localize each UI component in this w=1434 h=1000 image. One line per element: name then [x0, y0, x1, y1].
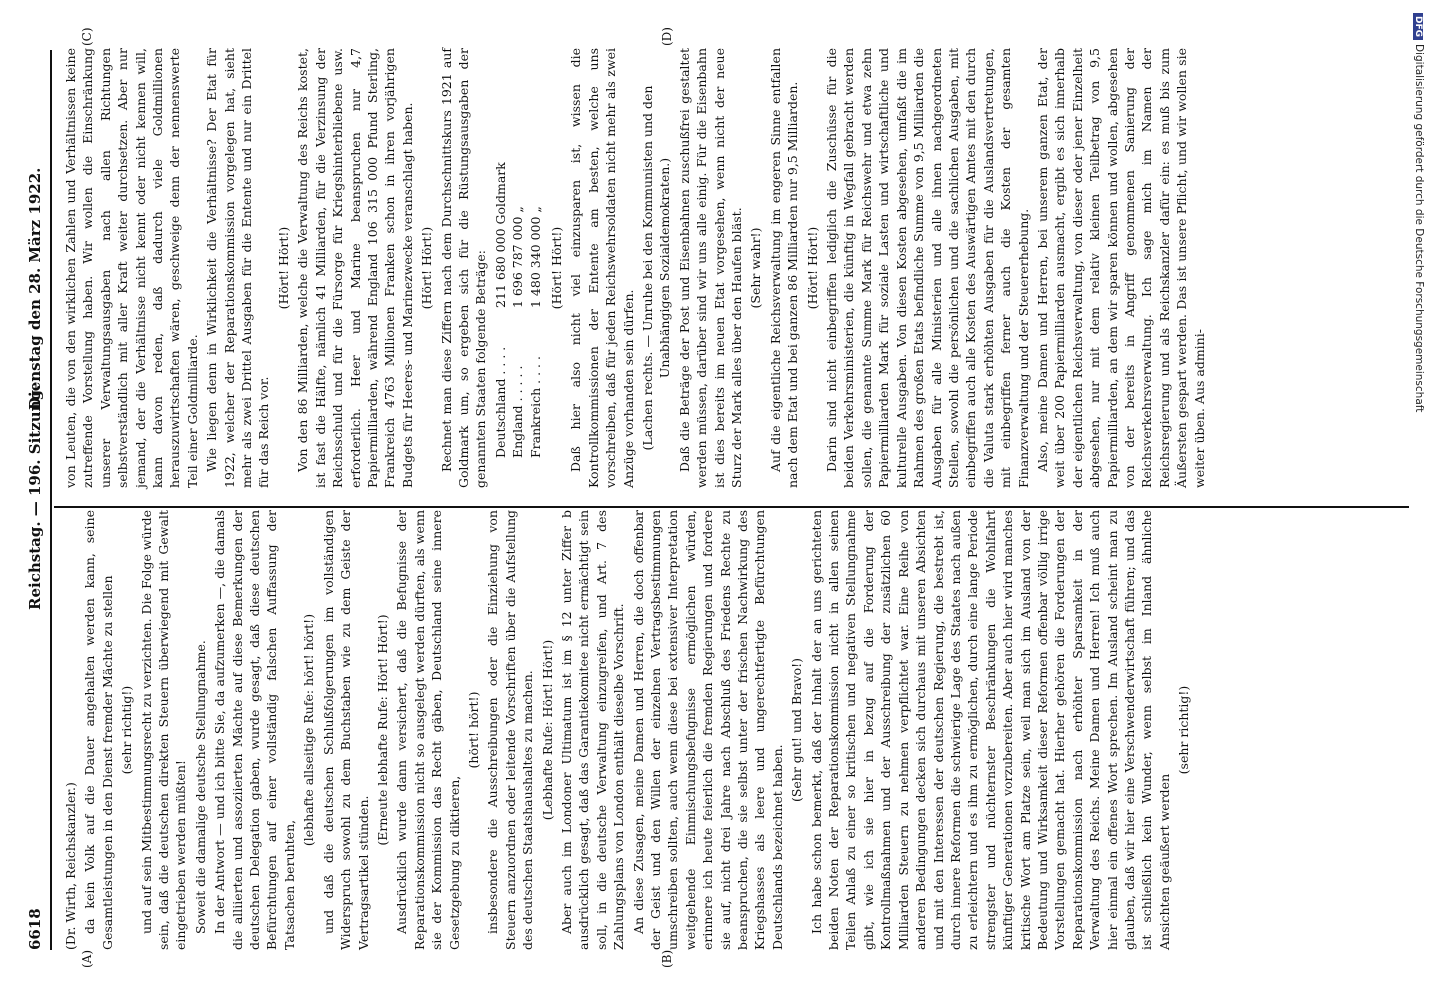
paragraph: Rechnet man diese Ziffern nach dem Durchschnittskurs 1921 auf Goldmark um, so ergeben sich für die Rüstungsausgaben der genannten Staaten folgende Beträge:	[438, 48, 489, 488]
left-column	[62, 510, 1195, 950]
header-rule	[50, 50, 52, 950]
armament-table	[492, 48, 544, 458]
paragraph: und daß die deutschen Schlußfolgerungen im vollständigen Widerspruch sowohl zu dem Buchstaben wie zu dem Geiste der Vertragsartikel stünden.	[320, 510, 371, 950]
margin-mark-b: (B)	[660, 949, 674, 968]
paragraph: von Leuten, die von den wirklichen Zahlen und Verhältnissen keine zutreffende Vorstellung haben. Wir wollen die Einschränkung unserer Verwaltungsausgaben nach allen Richtungen selbstverständlich mit aller Kraft weiter durchsetzen. Aber nur jemand, der die Verhältnisse nicht kennt oder nicht kennen will, kann davon reden, daß dadurch viele Goldmillionen herauszuwirtschaften wären, geschweige denn der nennenswerte Teil einer Goldmilliarde.	[63, 48, 200, 488]
paragraph: Also, meine Damen und Herren, bei unserem ganzen Etat, der weit über 200 Papiermilliarden ausmacht, ergibt es sich innerhalb der eigentlichen Reichsverwaltung, von dieser oder jener Einzelheit abgesehen, nur mit dem relativ kleinen Teilbetrag von 9,5 Papiermilliarden, an dem wir sparen können und wollen, abgesehen von der bereits in Angriff genommenen Sanierung der Reichsverkehrsverwaltung. Ich sage mich im Namen der Reichsregierung und als Reichskanzler dafür ein: es muß bis zum Äußersten gespart werden. Das ist unsere Pflicht, und wir wollen sie weiter üben. Aus admini-	[1034, 48, 1207, 488]
paragraph: Ich habe schon bemerkt, daß der Inhalt der an uns gerichteten beiden Noten der Reparationskommission nicht in allen seinen Teilen Anlaß zu einer so kritischen und negativen Stellungnahme gibt, wie ich sie hier in bezug auf die Forderung der Kontrollmaßnahmen und der Ausschreibung der zusätzlichen 60 Milliarden Steuern zu nehmen verpflichtet war. Eine Reihe von anderen Bedingungen decken sich durchaus mit unseren Absichten und mit den Interessen der deutschen Regierung, die bestrebt ist, durch innere Reformen die schwierige Lage des Staates nach außen zu erleichtern und es ihm zu ermöglichen, durch eine lange Periode strengster und nüchternster Beschränkungen die Wohlfahrt künftiger Generationen vorzubereiten. Aber auch hier wird manches kritische Wort am Platze sein, weil man sich im Ausland von der Bedeutung und Wirksamkeit dieser Reformen offenbar völlig irrige Vorstellungen gemacht hat. Hierher gehören die Forderungen der Reparationskommission nach erhöhter Sparsamkeit in der Verwaltung des Reichs. Meine Damen und Herren! Ich muß auch hier einmal ein offenes Wort sprechen. Im Ausland scheint man zu glauben, daß wir hier eine Verschwenderwirtschaft führen; und das ist schließlich kein Wunder, wenn selbst im Inland ähnliche Ansichten geäußert werden	[808, 510, 1172, 950]
table-row	[492, 48, 509, 458]
paragraph: Von den 86 Milliarden, welche die Verwaltung des Reichs kostet, ist fast die Hälfte, nämlich 41 Milliarden, für die Verzinsung der Reichsschuld und für die Fürsorge für Kriegshinterbliebene usw. erforderlich. Heer und Marine beanspruchen nur 4,7 Papiermilliarden, während England 106 315 000 Pfund Sterling, Frankreich 4763 Millionen Franken schon in ihren vorjährigen Budgets für Heeres- und Marinezwecke veranschlagt haben.	[295, 48, 415, 488]
interjection: (Sehr gut! und Bravo!)	[789, 657, 805, 803]
interjection: (Hört! Hört!)	[804, 226, 820, 310]
table-amount: 211 680 000 Goldmark	[492, 162, 508, 308]
paragraph: Daß die Beträge der Post und Eisenbahnen zuschußfrei gestaltet werden müssen, darüber sind wir uns alle einig. Für die Eisenbahn ist dies bereits im neuen Etat vorgesehen, wenn nicht der neue Sturz der Mark alles über den Haufen bläst.	[676, 48, 745, 488]
interjection: (Hört! Hört!)	[275, 226, 291, 310]
margin-mark-c: (C)	[80, 27, 94, 46]
paragraph: Daß hier also nicht viel einzusparen ist, wissen die Kontrollkommissionen der Entente am besten, welche uns vorschreiben, daß für jeden Reichswehrsoldaten nicht mehr als zwei Anzüge vorhanden sein dürfen.	[568, 48, 636, 488]
page-header	[20, 30, 52, 970]
interjection: (hört! hört!)	[465, 691, 481, 769]
column-divider	[54, 506, 1409, 508]
interjection: (sehr richtig!)	[119, 685, 135, 775]
paragraph: Soweit die damalige deutsche Stellungnahme.	[192, 640, 208, 934]
page-number: 6618	[26, 908, 44, 950]
interjection: (sehr richtig!)	[1176, 685, 1192, 775]
paragraph: Darin sind nicht einbegriffen lediglich die Zuschüsse für die beiden Verkehrsministerien, die künftig in Wegfall gebracht werden sollen, die genannte Summe Mark für Reichswehr und etwa zehn Papiermilliarden Mark für soziale Lasten und wirtschaftliche und kulturelle Ausgaben. Von diesen Kosten abgesehen, umfaßt die im Rahmen des großen Etats befindliche Summe von 9,5 Milliarden die Ausgaben für alle Ministerien und alle ihnen nachgeordneten Stellen, sowohl die persönlichen und die sachlichen Ausgaben, mit einbegriffen auch alle Kosten des Auswärtigen Amtes mit den durch die Valuta stark erhöhten Ausgaben für die Auslandsvertretungen, mit einbegriffen ferner auch die Kosten der gesamten Finanzverwaltung und der Steuererhebung.	[824, 48, 1031, 488]
interjection: (Hört! Hört!)	[419, 226, 435, 310]
rotated-page	[20, 27, 1415, 970]
table-country: England . . . . .	[510, 365, 526, 458]
paragraph: In der Antwort — und ich bitte Sie, da aufzumerken —, die damals die alliierten und assoziierten Mächte auf diese Bemerkungen der deutschen Delegation gaben, wurde gesagt, daß diese deutschen Befürchtungen auf einer vollständig falschen Auffassung der Tatsachen beruhten,	[212, 510, 297, 950]
paragraph: und auf sein Mitbestimmungsrecht zu verzichten. Die Folge würde sein, daß die deutschen direkten Steuern überwiegend mit Gewalt eingetrieben werden müßten!	[138, 510, 189, 950]
paragraph: Aber auch im Londoner Ultimatum ist im § 12 unter Ziffer b ausdrücklich gesagt, daß das Garantiekomitee nicht ermächtigt sein soll, in die deutsche Verwaltung einzugreifen, und Art. 7 des Zahlungsplans von London enthält dieselbe Vorschrift.	[558, 510, 627, 950]
paragraph: Ausdrücklich wurde dann versichert, daß die Befugnisse der Reparationskommission nicht so ausgelegt werden dürften, als wenn sie der Kommission das Recht gäben, Deutschland seine innere Gesetzgebung zu diktieren,	[394, 510, 462, 950]
table-row	[509, 48, 526, 458]
table-country: Frankreich . . . .	[527, 356, 543, 458]
interjection: (Lebhafte Rufe: Hört! Hört!)	[539, 639, 555, 821]
table-amount: 1 696 787 000 „	[510, 206, 526, 308]
digitization-text: Digitalisierung gefördert durch die Deutsche Forschungsgemeinschaft	[1413, 44, 1425, 413]
paragraph: da kein Volk auf die Dauer angehalten werden kann, seine Gesamtleistungen in den Dienst fremder Mächte zu stellen	[82, 510, 115, 950]
interjection: (Erneute lebhafte Rufe: Hört! Hört!)	[374, 614, 390, 846]
interjection: (lebhafte allseitige Rufe: hört! hört!)	[301, 613, 317, 847]
table-row	[527, 48, 544, 458]
table-country: Deutschland . . . .	[492, 346, 508, 458]
interjection: (Hört! Hört!)	[548, 226, 564, 310]
speaker-note: (Dr. Wirth, Reichskanzler.)	[63, 782, 78, 950]
session-title: Reichstag. — 196. Sitzung.	[26, 384, 44, 610]
margin-mark-d: (D)	[660, 27, 674, 46]
table-amount: 1 480 340 000 „	[527, 206, 543, 308]
digitization-note	[1405, 8, 1433, 998]
paragraph: insbesondere die Ausschreibungen oder die Einziehung von Steuern anzuordnen oder leitende Vorschriften über die Aufstellung des deutschen Staatshaushaltes zu machen.	[485, 510, 536, 950]
paragraph: An diese Zusagen, meine Damen und Herren, die doch offenbar der Geist und den Willen der einzelnen Vertragsbestimmungen umschreiben sollten, auch wenn diese bei extensiver Interpretation weitgehende Einmischungsbefugnisse ermöglichen würden, erinnere ich heute feierlich die fremden Regierungen und fordere sie auf, nicht drei Jahre nach Abschluß des Friedens Rechte zu beanspruchen, die sie selbst unter der frischen Nachwirkung des Kriegshasses als leere und ungerechtfertigte Befürchtungen Deutschlands bezeichnet haben.	[630, 510, 785, 950]
paragraph: Auf die eigentliche Reichsverwaltung im engeren Sinne entfallen nach dem Etat und bei ganzen 86 Milliarden nur 9,5 Milliarden.	[767, 48, 801, 488]
session-date: Dienstag den 28. März 1922.	[26, 167, 44, 410]
paragraph: Wie liegen denn in Wirklichkeit die Verhältnisse? Der Etat für 1922, welcher der Reparationskommission vorgelegen hat, sieht mehr als zwei Drittel Ausgaben für die Entente und nur ein Drittel für das Reich vor.	[204, 48, 272, 488]
right-column	[62, 48, 1210, 488]
interjection: (Sehr wahr!)	[748, 227, 764, 309]
interjection: (Lachen rechts. — Unruhe bei den Kommunisten und den Unabhängigen Sozialdemokraten.)	[640, 85, 673, 451]
dfg-logo: DFG	[1413, 13, 1423, 40]
margin-mark-a: (A)	[80, 949, 94, 968]
